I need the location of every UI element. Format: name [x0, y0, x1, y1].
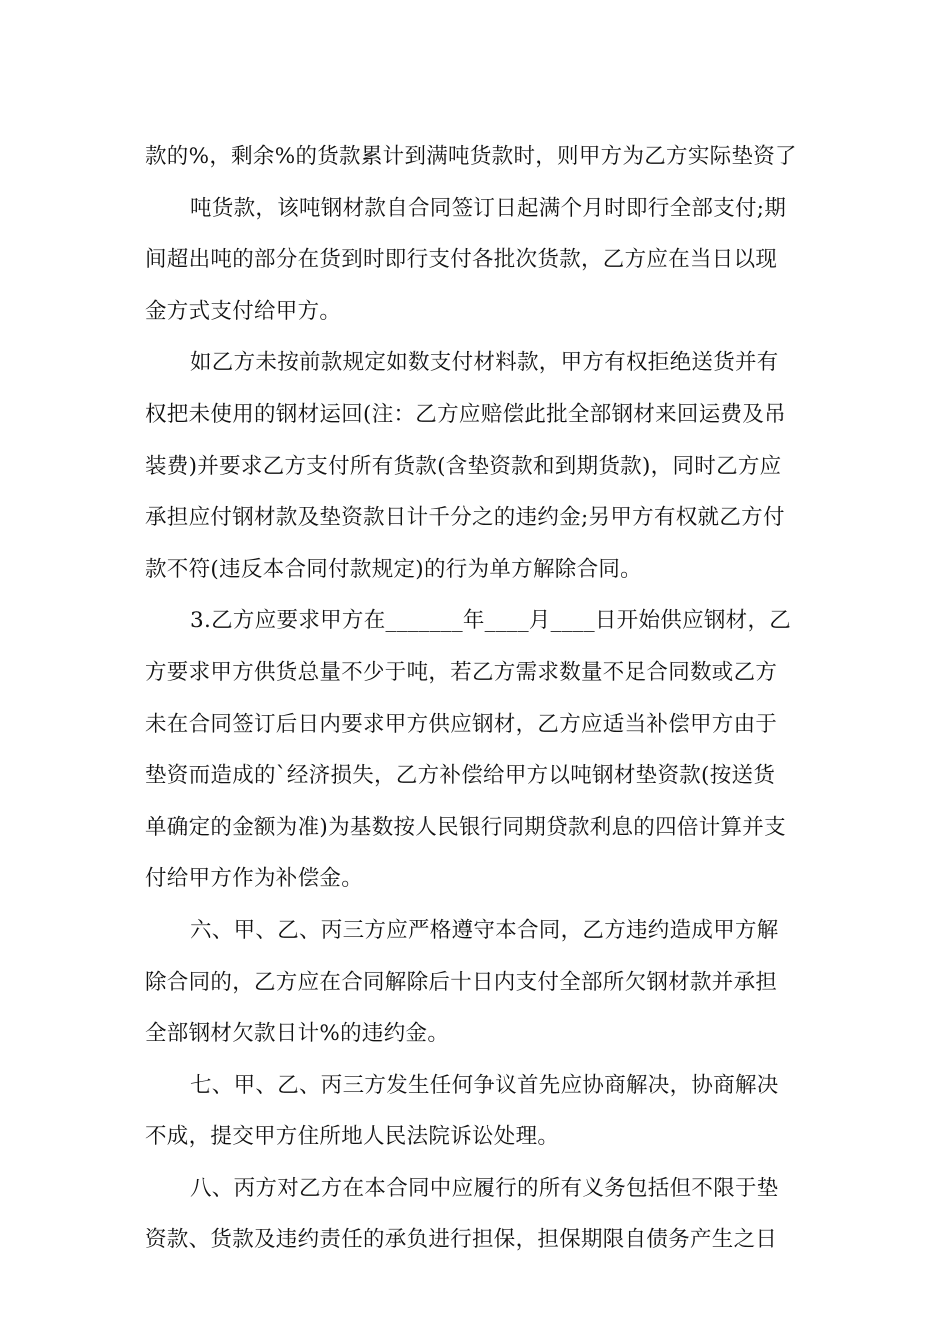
- text-line: 七、甲、乙、丙三方发生任何争议首先应协商解决，协商解决: [190, 1072, 779, 1098]
- text-line: 吨货款，该吨钢材款自合同签订日起满个月时即行全部支付;期: [190, 195, 787, 221]
- text-line: 金方式支付给甲方。: [145, 298, 342, 324]
- text-line: 装费)并要求乙方支付所有货款(含垫资款和到期货款)，同时乙方应: [145, 453, 782, 479]
- text-line: 权把未使用的钢材运回(注：乙方应赔偿此批全部钢材来回运费及吊: [145, 401, 786, 427]
- text-line: 单确定的金额为准)为基数按人民银行同期贷款利息的四倍计算并支: [145, 814, 786, 840]
- text-line: 未在合同签订后日内要求甲方供应钢材，乙方应适当补偿甲方由于: [145, 711, 778, 737]
- text-line: 全部钢材欠款日计%的违约金。: [145, 1021, 450, 1047]
- text-line: 款的%，剩余%的货款累计到满吨货款时，则甲方为乙方实际垫资了: [145, 144, 797, 169]
- text-line: 不成，提交甲方住所地人民法院诉讼处理。: [145, 1124, 560, 1150]
- text-line: 如乙方未按前款规定如数支付材料款，甲方有权拒绝送货并有: [190, 350, 779, 376]
- text-line: 资款、货款及违约责任的承负进行担保，担保期限自债务产生之日: [145, 1227, 778, 1253]
- text-line: 付给甲方作为补偿金。: [145, 866, 364, 892]
- text-line: 方要求甲方供货总量不少于吨，若乙方需求数量不足合同数或乙方: [145, 659, 778, 685]
- text-line: 六、甲、乙、丙三方应严格遵守本合同，乙方违约造成甲方解: [190, 917, 779, 943]
- text-line: 八、丙方对乙方在本合同中应履行的所有义务包括但不限于垫: [190, 1175, 779, 1201]
- text-line: 间超出吨的部分在货到时即行支付各批次货款，乙方应在当日以现: [145, 247, 778, 273]
- text-line: 除合同的，乙方应在合同解除后十日内支付全部所欠钢材款并承担: [145, 969, 778, 995]
- text-line: 承担应付钢材款及垫资款日计千分之的违约金;另甲方有权就乙方付: [145, 505, 785, 531]
- text-line: 3.乙方应要求甲方在_______年____月____日开始供应钢材，乙: [190, 608, 792, 634]
- text-line: 款不符(违反本合同付款规定)的行为单方解除合同。: [145, 556, 642, 582]
- text-line: 垫资而造成的`经济损失，乙方补偿给甲方以吨钢材垫资款(按送货: [145, 763, 776, 789]
- contract-body-text: [145, 131, 807, 1266]
